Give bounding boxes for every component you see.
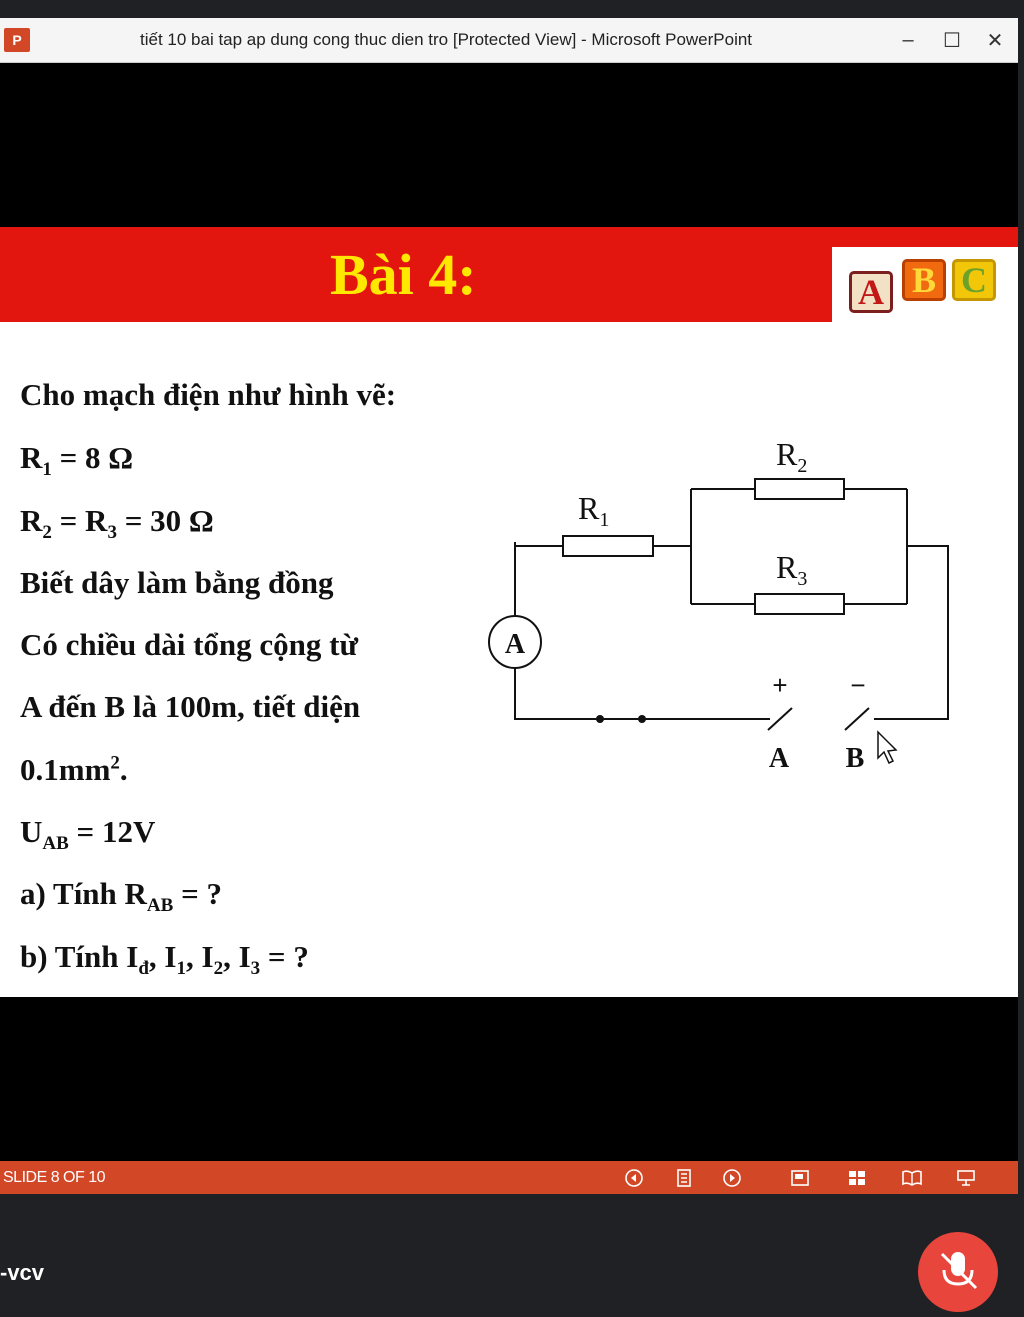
title-bar — [0, 18, 1018, 63]
r2-subscript: 2 — [42, 522, 52, 544]
resistor-r1 — [563, 536, 653, 556]
area-end: . — [119, 752, 128, 787]
notes-icon[interactable] — [673, 1167, 695, 1189]
wire-bottom-left — [515, 667, 770, 719]
r3-diagram-sub: 3 — [797, 568, 808, 590]
circuit-diagram — [470, 432, 970, 802]
qa-rest: = ? — [173, 876, 222, 911]
cross-section-line — [20, 752, 128, 788]
next-glyph-icon — [722, 1168, 742, 1188]
mute-mic-button[interactable] — [918, 1232, 998, 1312]
reading-view-icon[interactable] — [901, 1167, 923, 1189]
question-a — [20, 876, 222, 917]
reading-view-glyph-icon — [901, 1168, 923, 1188]
previous-icon[interactable] — [623, 1167, 645, 1189]
qb-sub-3: 3 — [250, 958, 261, 980]
u-rest: = 12V — [68, 814, 156, 849]
r23-rest: = 30 Ω — [116, 503, 214, 538]
area-value: 0.1mm — [20, 752, 111, 787]
u-subscript: AB — [42, 833, 69, 855]
r3-diagram-label — [776, 549, 807, 590]
r23-value — [20, 503, 214, 544]
qa-prefix: a) Tính R — [20, 876, 147, 911]
next-icon[interactable] — [721, 1167, 743, 1189]
qb-sub-1: 1 — [176, 958, 186, 980]
slide-title: Bài 4: — [330, 242, 477, 307]
slideshow-icon[interactable] — [955, 1167, 977, 1189]
r2-diagram-letter: R — [776, 436, 798, 472]
r1-diagram-label — [578, 490, 609, 531]
qb-sub-2: 2 — [213, 958, 224, 980]
minus-label: − — [850, 670, 866, 700]
slide-sorter-glyph-icon — [847, 1168, 867, 1188]
slide-sorter-icon[interactable] — [846, 1167, 868, 1189]
area-exponent: 2 — [110, 752, 120, 774]
r2-diagram-sub: 2 — [797, 455, 808, 477]
terminal-b-label: B — [845, 743, 865, 774]
resistor-r2 — [755, 479, 844, 499]
status-bar — [0, 1161, 1018, 1194]
mouse-cursor-icon — [878, 732, 896, 763]
terminal-a-label: A — [768, 743, 790, 774]
wire-dot-2 — [638, 715, 646, 723]
qb-sub-d: đ — [138, 958, 149, 980]
slideshow-glyph-icon — [956, 1168, 976, 1188]
banner-strip — [832, 227, 1018, 247]
previous-glyph-icon — [624, 1168, 644, 1188]
normal-view-icon[interactable] — [789, 1167, 811, 1189]
r1-diagram-sub: 1 — [599, 509, 610, 531]
abc-block-b-icon: B — [902, 259, 946, 301]
r3-subscript: 3 — [107, 522, 117, 544]
minimize-icon[interactable]: – — [902, 28, 914, 51]
r1-subscript: 1 — [42, 459, 52, 481]
qa-subscript: AB — [146, 895, 174, 917]
qb-i1: , I — [148, 939, 177, 974]
r1-symbol: R — [20, 440, 43, 475]
powerpoint-icon[interactable]: P — [4, 28, 30, 52]
close-icon[interactable]: ✕ — [986, 29, 1004, 52]
material-line: Biết dây làm bằng đồng — [20, 565, 334, 600]
abc-block-c-icon: C — [952, 259, 996, 301]
ab-line: A đến B là 100m, tiết diện — [20, 689, 361, 724]
qb-i3: , I — [223, 939, 251, 974]
switch-b-line — [845, 708, 869, 730]
qb-i2: , I — [186, 939, 214, 974]
r1-diagram-letter: R — [578, 490, 600, 526]
problem-intro: Cho mạch điện như hình vẽ: — [20, 377, 397, 412]
abc-block-a-icon: A — [849, 271, 893, 313]
ammeter-label: A — [504, 629, 526, 660]
plus-label: + — [772, 670, 788, 700]
r2-symbol: R — [20, 503, 43, 538]
question-b — [20, 939, 309, 980]
r1-rest: = 8 Ω — [51, 440, 134, 475]
title-banner — [0, 227, 832, 322]
slide-canvas — [0, 227, 1018, 997]
r1-value — [20, 440, 133, 481]
normal-view-glyph-icon — [790, 1168, 810, 1188]
u-symbol: U — [20, 814, 43, 849]
powerpoint-window — [0, 18, 1018, 1194]
voltage-line — [20, 814, 155, 855]
background-text: -vcv — [0, 1260, 45, 1285]
r3-symbol: = R — [51, 503, 108, 538]
switch-a-line — [768, 708, 792, 730]
slide-counter: SLIDE 8 OF 10 — [3, 1169, 105, 1186]
notes-glyph-icon — [674, 1168, 694, 1188]
r3-diagram-letter: R — [776, 549, 798, 585]
r2-diagram-label — [776, 436, 807, 477]
resistor-r3 — [755, 594, 844, 614]
maximize-icon[interactable]: ☐ — [943, 29, 961, 52]
mic-off-icon — [918, 1232, 998, 1312]
qb-rest: = ? — [260, 939, 309, 974]
wire-dot-1 — [596, 715, 604, 723]
length-line: Có chiều dài tổng cộng từ — [20, 627, 359, 662]
qb-prefix: b) Tính I — [20, 939, 139, 974]
wire-right — [874, 546, 948, 719]
window-title: tiết 10 bai tap ap dung cong thuc dien tro [Protected View] - Microsoft PowerPoint — [140, 30, 753, 49]
